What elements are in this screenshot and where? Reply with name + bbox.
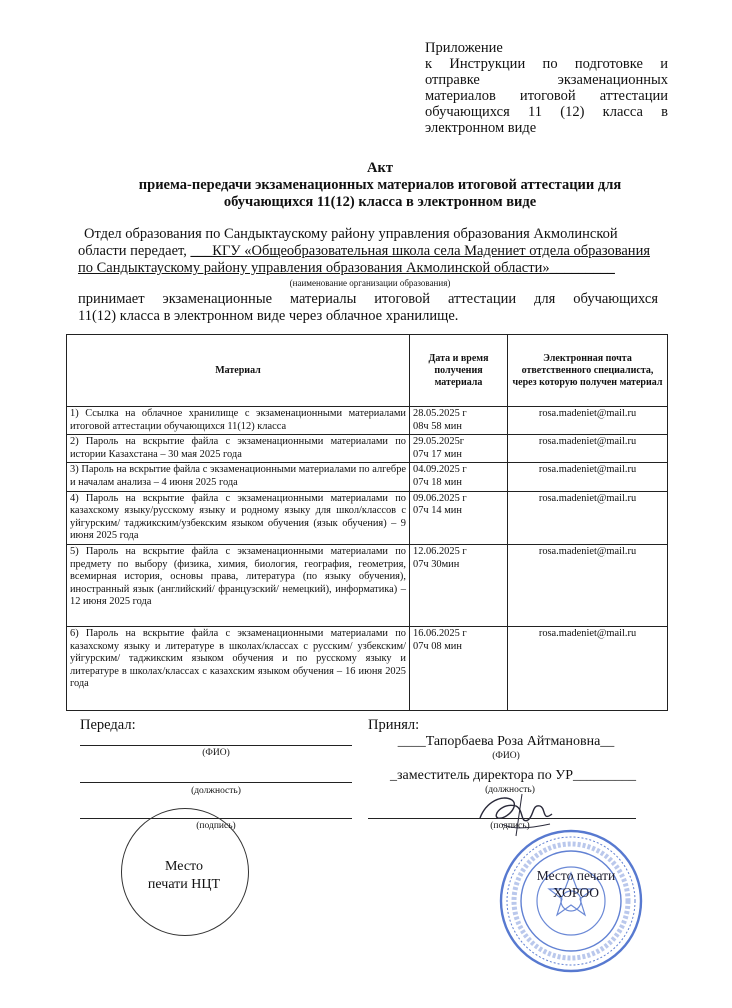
- signature-caption-left: (подпись): [196, 821, 236, 831]
- datetime-cell: [410, 407, 508, 435]
- email-cell: rosa.madeniet@mail.ru: [508, 544, 668, 626]
- organization-name-cont: по Сандыктаускому району управления образования Акмолинской области»_________: [78, 260, 615, 276]
- org-caption: (наименование организации образования): [289, 278, 451, 288]
- datetime-cell: [410, 626, 508, 710]
- datetime-cell: [410, 491, 508, 544]
- signature-caption-right: (подпись): [490, 821, 530, 831]
- email-cell: rosa.madeniet@mail.ru: [508, 407, 668, 435]
- appendix-note: [425, 40, 668, 136]
- header-material: Материал: [67, 335, 410, 407]
- time-value: 07ч 30мин: [413, 558, 460, 570]
- time-value: 07ч 17 мин: [413, 448, 462, 460]
- document-title: [90, 160, 670, 211]
- title-line: приема-передачи экзаменационных материалов итоговой аттестации для: [138, 177, 622, 193]
- email-cell: rosa.madeniet@mail.ru: [508, 463, 668, 491]
- material-cell: 2) Пароль на вскрытие файла с экзаменационными материалами по истории Казахстана – 30 мая 2025 года: [67, 435, 410, 463]
- appendix-line: к Инструкции по подготовке и: [425, 56, 668, 72]
- table-row: [67, 407, 668, 435]
- appendix-line: электронном виде: [425, 120, 537, 136]
- stamp-place-text: [535, 867, 617, 901]
- header-datetime: Дата и время получения материала: [410, 335, 508, 407]
- stamp-text-line: Место: [165, 859, 203, 874]
- datetime-cell: [410, 544, 508, 626]
- fio-line-left: [80, 745, 352, 746]
- time-value: 07ч 18 мин: [413, 476, 462, 488]
- fio-caption-right: (ФИО): [492, 751, 520, 761]
- received-by-heading: Принял:: [368, 717, 420, 733]
- position-caption-left: (должность): [191, 786, 241, 796]
- date-value: 04.09.2025 г: [413, 464, 467, 476]
- stamp-placeholder-text: [121, 858, 247, 894]
- email-cell: rosa.madeniet@mail.ru: [508, 435, 668, 463]
- transferred-by-heading: Передал:: [80, 717, 136, 733]
- time-value: 07ч 14 мин: [413, 505, 462, 517]
- position-caption-right: (должность): [485, 785, 535, 795]
- date-value: 29.05.2025г: [413, 436, 465, 448]
- material-cell: 3) Пароль на вскрытие файла с экзаменационными материалами по алгебре и началам анализа – 4 июня 2025 года: [67, 463, 410, 491]
- time-value: 08ч 58 мин: [413, 420, 462, 432]
- stamp-text-line: ХОРОО: [553, 885, 599, 900]
- datetime-cell: [410, 463, 508, 491]
- date-value: 16.06.2025 г: [413, 627, 467, 639]
- intro-line-4: принимает экзаменационные материалы итоговой аттестации для обучающихся: [78, 291, 658, 307]
- material-cell: 4) Пароль на вскрытие файла с экзаменационными материалами по казахскому языку/русскому языку и родному языку для школ/классов с уйгурским/ таджикским/узбекским языком обучения (язык обучения) – 9 июня 2025 года: [67, 491, 410, 544]
- school-stamp: [497, 827, 645, 975]
- receiver-fio: ____Тапорбаева Роза Айтмановна__: [397, 734, 615, 749]
- table-row: [67, 491, 668, 544]
- fio-caption-left: (ФИО): [202, 748, 230, 758]
- appendix-line: обучающихся 11 (12) класса в: [425, 104, 668, 120]
- intro-line-5: 11(12) класса в электронном виде через облачное хранилище.: [78, 308, 459, 324]
- table-row: [67, 463, 668, 491]
- title-line: Акт: [367, 160, 393, 176]
- appendix-line: отправке экзаменационных: [425, 72, 668, 88]
- date-value: 12.06.2025 г: [413, 545, 467, 557]
- datetime-cell: [410, 435, 508, 463]
- date-value: 09.06.2025 г: [413, 492, 467, 504]
- material-cell: 1) Ссылка на облачное хранилище с экзаменационными материалами итоговой аттестации обучающихся 11(12) класса: [67, 407, 410, 435]
- time-value: 07ч 08 мин: [413, 640, 462, 652]
- title-line: обучающихся 11(12) класса в электронном виде: [223, 194, 537, 210]
- header-email: Электронная почта ответственного специалиста, через которую получен материал: [508, 335, 668, 407]
- email-cell: rosa.madeniet@mail.ru: [508, 626, 668, 710]
- material-cell: 5) Пароль на вскрытие файла с экзаменационными материалами по предмету по выбору (физика, химия, биология, география, геометрия, всемирная история, основы права, литература (по языку обучения), иностранный язык (английский/ французский/ немецкий), информатика) – 12 июня 2025 года: [67, 544, 410, 626]
- materials-table: [66, 334, 668, 711]
- table-row: [67, 435, 668, 463]
- appendix-line: Приложение: [425, 40, 503, 56]
- appendix-line: материалов итоговой аттестации: [425, 88, 668, 104]
- table-row: [67, 544, 668, 626]
- table-header-row: [67, 335, 668, 407]
- material-cell: 6) Пароль на вскрытие файла с экзаменационными материалами по казахскому языку и литературе в школах/классах с русским/ узбекским/уйгурским/ таджикским языком обучения и по русскому языку и литературе в школах/классах с казахским языком обучения – 16 июня 2025 года: [67, 626, 410, 710]
- table-row: [67, 626, 668, 710]
- stamp-text-line: печати НЦТ: [147, 877, 221, 892]
- date-value: 28.05.2025 г: [413, 408, 467, 419]
- organization-name: ___КГУ «Общеобразовательная школа села Мадениет отдела образования: [190, 243, 650, 259]
- receiver-position: _заместитель директора по УР_________: [390, 768, 636, 783]
- intro-line-1: Отдел образования по Сандыктаускому району управления образования Акмолинской: [84, 226, 618, 242]
- intro-line-2: [78, 243, 658, 260]
- intro-prefix: области передает,: [78, 243, 191, 259]
- stamp-text-line: Место печати: [536, 868, 616, 883]
- email-cell: rosa.madeniet@mail.ru: [508, 491, 668, 544]
- position-line-left: [80, 782, 352, 783]
